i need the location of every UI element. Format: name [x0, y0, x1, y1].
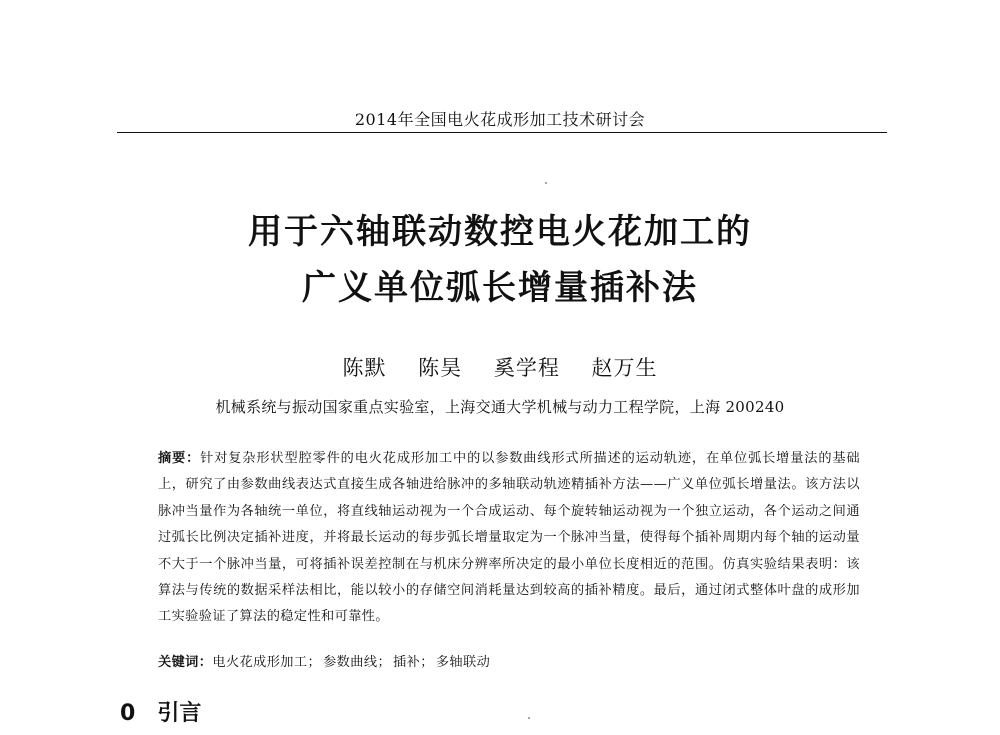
author-name: 陈默	[342, 356, 387, 380]
keyword-item: 电火花成形加工	[212, 655, 308, 670]
author-list	[0, 352, 1000, 382]
keyword-item: 参数曲线	[323, 655, 378, 670]
keyword-separator: ；	[377, 655, 392, 670]
conference-header: 2014年全国电火花成形加工技术研讨会	[354, 110, 646, 129]
title-line-1: 用于六轴联动数控电火花加工的	[248, 212, 752, 252]
abstract-label: 摘要：	[158, 451, 201, 466]
author-name: 赵万生	[591, 356, 658, 380]
section-heading	[120, 696, 201, 727]
keyword-item: 插补	[393, 655, 421, 670]
title-line-2: 广义单位弧长增量插补法	[302, 268, 698, 308]
section-title: 引言	[157, 701, 202, 726]
keywords-label: 关键词：	[158, 655, 213, 670]
keyword-separator: ；	[307, 655, 322, 670]
scan-speck	[545, 182, 547, 184]
author-name: 奚学程	[493, 356, 560, 380]
keyword-separator: ；	[420, 655, 434, 670]
abstract	[158, 446, 860, 631]
affiliation: 机械系统与振动国家重点实验室，上海交通大学机械与动力工程学院，上海 200240	[215, 398, 785, 416]
scan-speck	[528, 717, 530, 719]
author-name: 陈昊	[418, 356, 463, 380]
header-rule	[117, 132, 887, 133]
abstract-text: 针对复杂形状型腔零件的电火花成形加工中的以参数曲线形式所描述的运动轨迹，在单位弧长增量法的基础上，研究了由参数曲线表达式直接生成各轴进给脉冲的多轴联动轨迹精插补方法——广义单位弧长增量法。该方法以脉冲当量作为各轴统一单位，将直线轴运动视为一个合成运动、每个旋转轴运动视为一个独立运动，各个运动之间通过弧长比例决定插补进度，并将最长运动的每步弧长增量取定为一个脉冲当量，使得每个插补周期内每个轴的运动量不大于一个脉冲当量，可将插补误差控制在与机床分辨率所决定的最小单位长度相近的范围。仿真实验结果表明：该算法与传统的数据采样法相比，能以较小的存储空间消耗量达到较高的插补精度。最后，通过闭式整体叶盘的成形加工实验验证了算法的稳定性和可靠性。	[158, 451, 861, 625]
keyword-item: 多轴联动	[435, 655, 491, 670]
section-number: 0	[120, 701, 136, 726]
paper-title	[0, 204, 1000, 316]
keywords	[158, 651, 860, 670]
